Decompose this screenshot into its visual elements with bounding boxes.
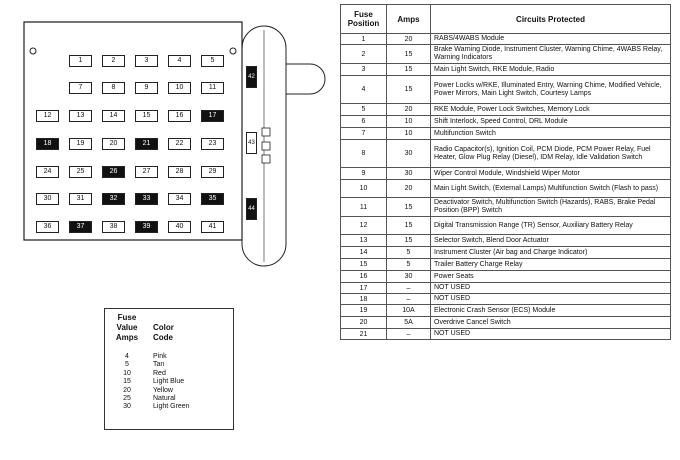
legend-color-values — [153, 353, 190, 412]
header-position-line-1: Fuse — [354, 10, 373, 19]
table-row — [341, 305, 671, 317]
fuse-32: 32 — [102, 193, 125, 205]
fuse-9: 9 — [135, 82, 158, 94]
table-row — [341, 198, 671, 217]
fuse-8: 8 — [102, 82, 125, 94]
table-row — [341, 76, 671, 104]
legend-amp-values — [113, 353, 141, 412]
amps-cell: 10A — [387, 305, 431, 317]
fuse-panel-outline — [0, 0, 340, 300]
fuse-27: 27 — [135, 166, 158, 178]
fuse-position-cell: 21 — [341, 329, 387, 340]
amps-cell: – — [387, 329, 431, 340]
fuse-10: 10 — [168, 82, 191, 94]
amps-cell: 15 — [387, 64, 431, 76]
circuits-cell: Overdrive Cancel Switch — [431, 317, 671, 329]
legend-amp-value: 10 — [123, 369, 131, 377]
fuse-12: 12 — [36, 110, 59, 122]
fuse-panel-diagram — [0, 0, 340, 300]
fuse-4: 4 — [168, 55, 191, 67]
table-row — [341, 104, 671, 116]
circuits-cell: Multifunction Switch — [431, 128, 671, 140]
fuse-37: 37 — [69, 221, 92, 233]
legend-amp-header-1: Fuse — [117, 313, 137, 322]
legend-amp-header-2: Value — [116, 323, 138, 332]
fuse-41: 41 — [201, 221, 224, 233]
fuse-20: 20 — [102, 138, 125, 150]
table-row — [341, 168, 671, 180]
fuse-assignment-table — [340, 4, 671, 340]
legend-color-value: Light Green — [153, 403, 190, 411]
amps-cell: 10 — [387, 116, 431, 128]
amps-cell: 20 — [387, 34, 431, 45]
fuse-position-cell: 12 — [341, 217, 387, 235]
fuse-position-cell: 9 — [341, 168, 387, 180]
fuse-position-cell: 19 — [341, 305, 387, 317]
fuse-position-cell: 14 — [341, 247, 387, 259]
circuits-cell: NOT USED — [431, 294, 671, 305]
amps-cell: 5 — [387, 259, 431, 271]
fuse-position-cell: 20 — [341, 317, 387, 329]
fuse-30: 30 — [36, 193, 59, 205]
circuits-cell: NOT USED — [431, 283, 671, 294]
legend-color-value: Yellow — [153, 386, 173, 394]
fuse-15: 15 — [135, 110, 158, 122]
fuse-position-cell: 11 — [341, 198, 387, 217]
amps-cell: 20 — [387, 180, 431, 198]
fuse-23: 23 — [201, 138, 224, 150]
amps-cell: 15 — [387, 45, 431, 64]
fuse-43: 43 — [246, 132, 257, 154]
fuse-position-cell: 15 — [341, 259, 387, 271]
circuits-cell: RKE Module, Power Lock Switches, Memory Lock — [431, 104, 671, 116]
amps-cell: 20 — [387, 104, 431, 116]
circuits-cell: Main Light Switch, (External Lamps) Multifunction Switch (Flash to pass) — [431, 180, 671, 198]
legend-color-value: Natural — [153, 395, 176, 403]
table-row — [341, 128, 671, 140]
table-row — [341, 329, 671, 340]
fuse-position-cell: 18 — [341, 294, 387, 305]
fuse-position-cell: 13 — [341, 235, 387, 247]
fuse-13: 13 — [69, 110, 92, 122]
fuse-28: 28 — [168, 166, 191, 178]
circuits-cell: Wiper Control Module, Windshield Wiper Motor — [431, 168, 671, 180]
fuse-36: 36 — [36, 221, 59, 233]
legend-color-value: Tan — [153, 361, 165, 369]
table-row — [341, 247, 671, 259]
legend-color-value: Red — [153, 369, 166, 377]
table-row — [341, 294, 671, 305]
fuse-18: 18 — [36, 138, 59, 150]
legend-amp-value: 20 — [123, 386, 131, 394]
table-row — [341, 271, 671, 283]
circuits-cell: Brake Warning Diode, Instrument Cluster, Warning Chime, 4WABS Relay, Warning Indicators — [431, 45, 671, 64]
legend-amp-header-3: Amps — [115, 333, 139, 342]
fuse-16: 16 — [168, 110, 191, 122]
amps-cell: 10 — [387, 128, 431, 140]
circuits-cell: Trailer Battery Charge Relay — [431, 259, 671, 271]
fuse-44: 44 — [246, 198, 257, 220]
legend-amp-value: 4 — [125, 353, 129, 360]
fuse-35: 35 — [201, 193, 224, 205]
table-row — [341, 45, 671, 64]
legend-amp-value: 15 — [123, 378, 131, 386]
legend-color-header-2: Code — [153, 333, 173, 342]
circuits-cell: RABS/4WABS Module — [431, 34, 671, 45]
circuits-cell: Selector Switch, Blend Door Actuator — [431, 235, 671, 247]
amps-cell: 5 — [387, 247, 431, 259]
fuse-42: 42 — [246, 66, 257, 88]
amps-cell: 15 — [387, 235, 431, 247]
fuse-position-cell: 10 — [341, 180, 387, 198]
legend-color-value: Light Blue — [153, 378, 185, 386]
fuse-position-cell: 6 — [341, 116, 387, 128]
amps-cell: 30 — [387, 140, 431, 168]
fuse-11: 11 — [201, 82, 224, 94]
fuse-position-cell: 16 — [341, 271, 387, 283]
fuse-color-legend — [104, 308, 234, 430]
fuse-position-cell: 8 — [341, 140, 387, 168]
fuse-14: 14 — [102, 110, 125, 122]
header-amps: Amps — [387, 5, 431, 34]
amps-cell: 15 — [387, 198, 431, 217]
circuits-cell: NOT USED — [431, 329, 671, 340]
table-row — [341, 64, 671, 76]
table-row — [341, 140, 671, 168]
fuse-21: 21 — [135, 138, 158, 150]
fuse-22: 22 — [168, 138, 191, 150]
header-fuse-position — [341, 5, 387, 34]
fuse-25: 25 — [69, 166, 92, 178]
fuse-17: 17 — [201, 110, 224, 122]
table-row — [341, 116, 671, 128]
table-row — [341, 180, 671, 198]
circuits-cell: Deactivator Switch, Multifunction Switch (Hazards), RABS, Brake Pedal Position (BPP) Switch — [431, 198, 671, 217]
amps-cell: – — [387, 283, 431, 294]
fuse-position-cell: 17 — [341, 283, 387, 294]
legend-amp-value: 30 — [123, 403, 131, 411]
fuse-38: 38 — [102, 221, 125, 233]
fuse-40: 40 — [168, 221, 191, 233]
fuse-5: 5 — [201, 55, 224, 67]
fuse-position-cell: 3 — [341, 64, 387, 76]
fuse-position-cell: 7 — [341, 128, 387, 140]
amps-cell: 15 — [387, 217, 431, 235]
circuits-cell: Digital Transmission Range (TR) Sensor, Auxiliary Battery Relay — [431, 217, 671, 235]
amps-cell: – — [387, 294, 431, 305]
fuse-19: 19 — [69, 138, 92, 150]
fuse-29: 29 — [201, 166, 224, 178]
circuits-cell: Power Seats — [431, 271, 671, 283]
fuse-26: 26 — [102, 166, 125, 178]
fuse-3: 3 — [135, 55, 158, 67]
legend-amp-value: 25 — [123, 395, 131, 403]
fuse-24: 24 — [36, 166, 59, 178]
circuits-cell: Power Locks w/RKE, Illuminated Entry, Warning Chime, Modified Vehicle, Power Mirrors, Main Light Switch, Courtesy Lamps — [431, 76, 671, 104]
table-header-row — [341, 5, 671, 34]
circuits-cell: Instrument Cluster (Air bag and Charge Indicator) — [431, 247, 671, 259]
table-row — [341, 34, 671, 45]
fuse-7: 7 — [69, 82, 92, 94]
amps-cell: 30 — [387, 271, 431, 283]
fuse-position-cell: 1 — [341, 34, 387, 45]
circuits-cell: Radio Capacitor(s), Ignition Coil, PCM Diode, PCM Power Relay, Fuel Heater, Glow Plug Relay (Diesel), IDM Relay, Idle Validation Switch — [431, 140, 671, 168]
legend-amp-value: 5 — [125, 361, 129, 369]
fuse-33: 33 — [135, 193, 158, 205]
amps-cell: 15 — [387, 76, 431, 104]
table-row — [341, 235, 671, 247]
fuse-position-cell: 2 — [341, 45, 387, 64]
amps-cell: 30 — [387, 168, 431, 180]
header-circuits: Circuits Protected — [431, 5, 671, 34]
circuits-cell: Main Light Switch, RKE Module, Radio — [431, 64, 671, 76]
legend-color-value: Pink — [153, 353, 167, 360]
fuse-34: 34 — [168, 193, 191, 205]
fuse-2: 2 — [102, 55, 125, 67]
fuse-position-cell: 4 — [341, 76, 387, 104]
circuits-cell: Shift Interlock, Speed Control, DRL Module — [431, 116, 671, 128]
legend-color-header-1: Color — [153, 323, 174, 332]
table-row — [341, 283, 671, 294]
fuse-39: 39 — [135, 221, 158, 233]
fuse-1: 1 — [69, 55, 92, 67]
fuse-position-cell: 5 — [341, 104, 387, 116]
amps-cell: 5A — [387, 317, 431, 329]
table-row — [341, 259, 671, 271]
table-row — [341, 217, 671, 235]
header-position-line-2: Position — [347, 19, 380, 28]
table-row — [341, 317, 671, 329]
fuse-31: 31 — [69, 193, 92, 205]
circuits-cell: Electronic Crash Sensor (ECS) Module — [431, 305, 671, 317]
